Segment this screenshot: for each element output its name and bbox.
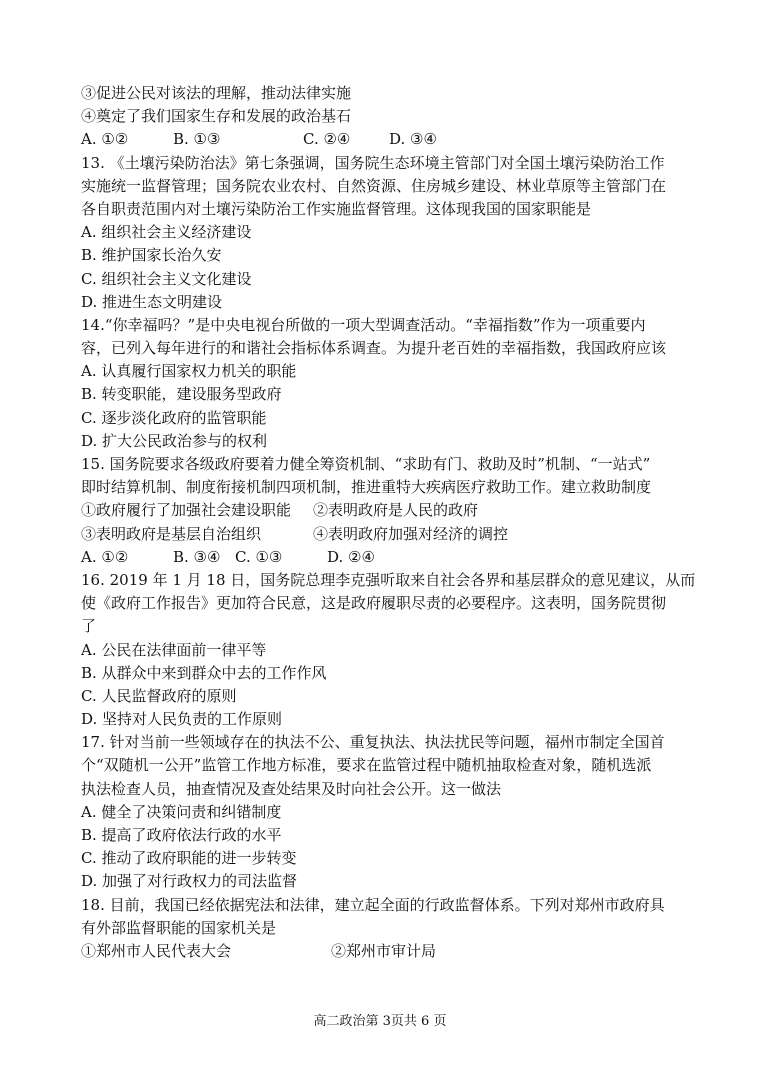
statement-1: ①郑州市人民代表大会	[81, 941, 232, 960]
statement-3: ③表明政府是基层自治组织	[81, 524, 262, 543]
question-16-stem: 了	[81, 617, 97, 636]
question-15-stem: 即时结算机制、制度衔接机制四项机制，推进重特大疾病医疗救助工作。建立救助制度	[81, 478, 652, 497]
question-13-option-c: C. 组织社会主义文化建设	[81, 269, 252, 288]
question-16-option-a: A. 公民在法律面前一律平等	[81, 640, 267, 659]
question-14-stem: 容，已列入每年进行的和谐社会指标体系调查。为提升老百姓的幸福指数，我国政府应该	[81, 339, 667, 358]
question-17-option-c: C. 推动了政府职能的进一步转变	[81, 849, 297, 868]
choice-a: A. ①②	[81, 547, 129, 566]
choice-c: C. ②④	[303, 130, 351, 149]
question-13-stem: 各自职责范围内对土壤污染防治工作实施监督管理。这体现我国的国家职能是	[81, 199, 592, 218]
question-17-option-b: B. 提高了政府依法行政的水平	[81, 826, 282, 844]
question-16-option-c: C. 人民监督政府的原则	[81, 686, 237, 705]
question-16-stem: 使《政府工作报告》更加符合民意，这是政府履职尽责的必要程序。这表明，国务院贯彻	[81, 594, 667, 613]
choice-b: B. ①③	[173, 130, 221, 149]
page-footer: 高二政治第 3页共 6 页	[313, 1014, 447, 1029]
choice-d: D. ③④	[389, 130, 437, 149]
question-15-statements	[81, 523, 685, 546]
page-content	[81, 82, 696, 963]
question-17-option-a: A. 健全了决策问责和纠错制度	[81, 802, 282, 821]
question-15-stem: 15. 国务院要求各级政府要着力健全筹资机制、“求助有门、救助及时”机制、“一站式”	[81, 455, 651, 473]
question-17-stem: 执法检查人员，抽查情况及查处结果及时向社会公开。这一做法	[81, 779, 502, 798]
choice-c: C. ①③	[235, 547, 283, 566]
answer-choices-row	[81, 128, 685, 151]
question-13-stem: 13. 《土壤污染防治法》第七条强调，国务院生态环境主管部门对全国土壤污染防治工作	[81, 153, 665, 172]
question-15-statements	[81, 499, 685, 522]
question-13-option-d: D. 推进生态文明建设	[81, 292, 223, 311]
question-13-option-a: A. 组织社会主义经济建设	[81, 223, 252, 242]
question-14-stem: 14.“你幸福吗？”是中央电视台所做的一项大型调查活动。“幸福指数”作为一项重要内	[81, 315, 646, 334]
question-17-stem: 个“双随机一公开”监管工作地方标准，要求在监管过程中随机抽取检查对象，随机选派	[81, 756, 652, 775]
question-16-option-d: D. 坚持对人民负责的工作原则	[81, 710, 283, 729]
option-line: ③促进公民对该法的理解，推动法律实施	[81, 84, 352, 102]
statement-2: ②郑州市审计局	[331, 941, 437, 960]
question-17-stem: 17. 针对当前一些领域存在的执法不公、重复执法、执法扰民等问题，福州市制定全国首	[81, 733, 665, 752]
question-18-statements	[81, 940, 685, 963]
question-13-stem: 实施统一监督管理；国务院农业农村、自然资源、住房城乡建设、林业草原等主管部门在	[81, 176, 667, 195]
choice-a: A. ①②	[81, 130, 129, 149]
question-18-stem: 有外部监督职能的国家机关是	[81, 918, 277, 937]
question-16-stem: 16. 2019 年 1 月 18 日，国务院总理李克强听取来自社会各界和基层群众的意见建议，从而	[81, 570, 696, 589]
question-14-option-d: D. 扩大公民政治参与的权利	[81, 431, 268, 450]
choice-b: B. ③④	[173, 547, 221, 566]
question-14-option-c: C. 逐步淡化政府的监管职能	[81, 408, 267, 427]
question-18-stem: 18. 目前，我国已经依据宪法和法律，建立起全面的行政监督体系。下列对郑州市政府具	[81, 895, 665, 914]
answer-choices-row	[81, 546, 685, 569]
statement-4: ④表明政府加强对经济的调控	[313, 524, 509, 543]
option-line: ④奠定了我们国家生存和发展的政治基石	[81, 107, 352, 126]
question-17-option-d: D. 加强了对行政权力的司法监督	[81, 872, 298, 891]
question-14-option-a: A. 认真履行国家权力机关的职能	[81, 362, 297, 381]
question-14-option-b: B. 转变职能，建设服务型政府	[81, 385, 282, 404]
statement-1: ①政府履行了加强社会建设职能	[81, 501, 292, 520]
statement-2: ②表明政府是人民的政府	[313, 501, 479, 520]
question-13-option-b: B. 维护国家长治久安	[81, 246, 222, 265]
choice-d: D. ②④	[327, 547, 375, 566]
question-16-option-b: B. 从群众中来到群众中去的工作作风	[81, 663, 327, 682]
